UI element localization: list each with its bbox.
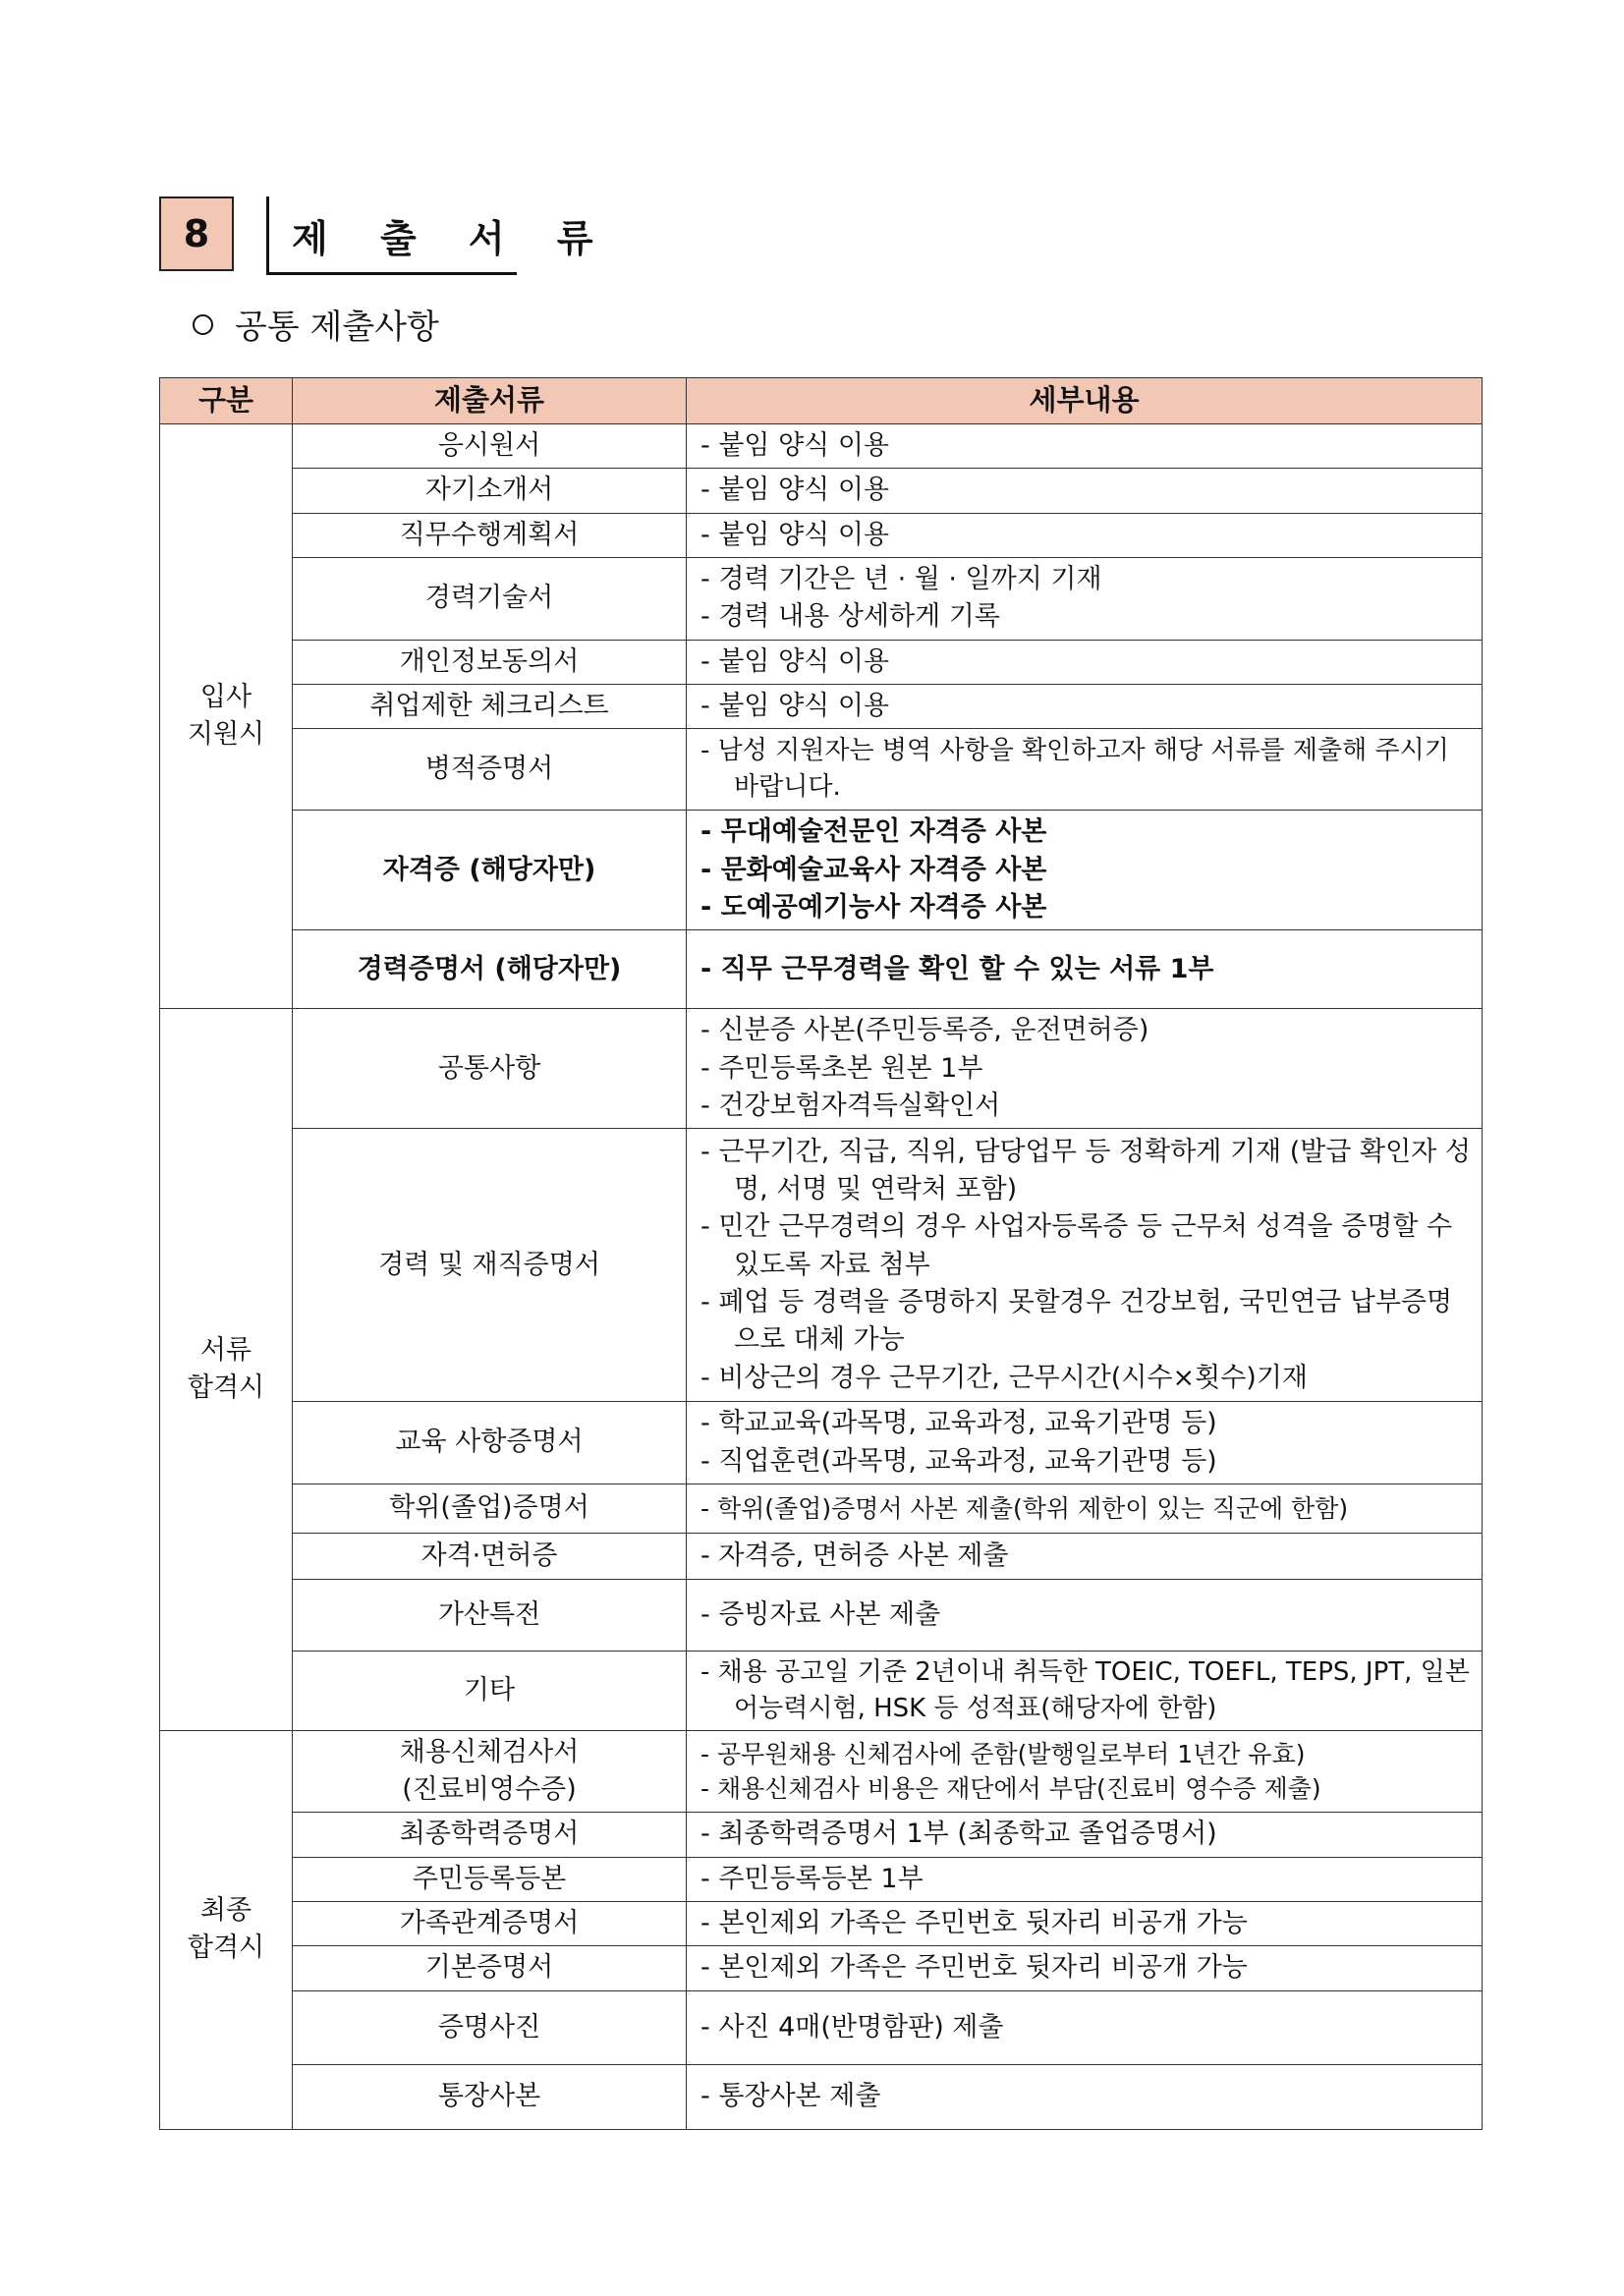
table-row: [160, 684, 1483, 728]
document-name: 주민등록등본: [293, 1857, 687, 1901]
document-name: 경력 및 재직증명서: [293, 1129, 687, 1402]
table-row: [160, 811, 1483, 930]
group-label: 입사 지원시: [160, 424, 293, 1009]
detail-cell: - 남성 지원자는 병역 사항을 확인하고자 해당 서류를 제출해 주시기 바랍니다.: [687, 729, 1483, 811]
detail-cell: - 채용 공고일 기준 2년이내 취득한 TOEIC, TOEFL, TEPS, JPT, 일본어능력시험, HSK 등 성적표(해당자에 한함): [687, 1651, 1483, 1730]
detail-cell: - 자격증, 면허증 사본 제출: [687, 1533, 1483, 1579]
detail-cell: - 주민등록등본 1부: [687, 1857, 1483, 1901]
document-name: 최종학력증명서: [293, 1813, 687, 1857]
document-name: 학위(졸업)증명서: [293, 1484, 687, 1533]
document-name: 직무수행계획서: [293, 513, 687, 557]
document-name: 취업제한 체크리스트: [293, 684, 687, 728]
detail-cell: - 증빙자료 사본 제출: [687, 1579, 1483, 1651]
document-name: 개인정보동의서: [293, 640, 687, 684]
document-name: 가산특전: [293, 1579, 687, 1651]
detail-cell: - 직무 근무경력을 확인 할 수 있는 서류 1부: [687, 930, 1483, 1009]
detail-cell: - 붙임 양식 이용: [687, 513, 1483, 557]
document-name: 자기소개서: [293, 469, 687, 513]
detail-cell: - 붙임 양식 이용: [687, 640, 1483, 684]
section-title: 제 출 서 류: [292, 217, 613, 260]
table-row: [160, 1813, 1483, 1857]
document-name: 경력증명서 (해당자만): [293, 930, 687, 1009]
table-row: [160, 1402, 1483, 1484]
table-row: [160, 513, 1483, 557]
header-category: 구분: [160, 378, 293, 424]
table-row: [160, 1946, 1483, 1990]
detail-cell: - 공무원채용 신체검사에 준함(발행일로부터 1년간 유효) - 채용신체검사 비용은 재단에서 부담(진료비 영수증 제출): [687, 1730, 1483, 1813]
detail-cell: - 최종학력증명서 1부 (최종학교 졸업증명서): [687, 1813, 1483, 1857]
detail-cell: - 본인제외 가족은 주민번호 뒷자리 비공개 가능: [687, 1946, 1483, 1990]
document-name: 자격증 (해당자만): [293, 811, 687, 930]
table-row: [160, 1730, 1483, 1813]
detail-cell: - 본인제외 가족은 주민번호 뒷자리 비공개 가능: [687, 1902, 1483, 1946]
detail-cell: - 사진 4매(반명함판) 제출: [687, 1990, 1483, 2064]
table-row: [160, 1009, 1483, 1129]
group-label: 서류 합격시: [160, 1009, 293, 1730]
document-name: 응시원서: [293, 424, 687, 469]
detail-cell: - 붙임 양식 이용: [687, 684, 1483, 728]
table-header-row: [160, 378, 1483, 424]
table-row: [160, 640, 1483, 684]
document-name: 통장사본: [293, 2064, 687, 2129]
detail-cell: - 통장사본 제출: [687, 2064, 1483, 2129]
document-name: 증명사진: [293, 1990, 687, 2064]
detail-cell: - 학교교육(과목명, 교육과정, 교육기관명 등) - 직업훈련(과목명, 교육과정, 교육기관명 등): [687, 1402, 1483, 1484]
section-title-bar: [266, 196, 269, 275]
detail-cell: - 붙임 양식 이용: [687, 424, 1483, 469]
document-name: 자격·면허증: [293, 1533, 687, 1579]
document-name: 병적증명서: [293, 729, 687, 811]
document-name: 공통사항: [293, 1009, 687, 1129]
detail-cell: - 붙임 양식 이용: [687, 469, 1483, 513]
table-row: [160, 1533, 1483, 1579]
circle-bullet-icon: [193, 314, 213, 335]
table-row: [160, 2064, 1483, 2129]
table-row: [160, 557, 1483, 640]
section-number: 8: [159, 196, 234, 271]
table-row: [160, 1902, 1483, 1946]
detail-cell: - 근무기간, 직급, 직위, 담당업무 등 정확하게 기재 (발급 확인자 성명, 서명 및 연락처 포함) - 민간 근무경력의 경우 사업자등록증 등 근무처 성격을 증명할 수 있도록 자료 첨부 - 폐업 등 경력을 증명하지 못할경우 건강보험, 국민연금 납부증명으로 대체 가능 - 비상근의 경우 근무기간, 근무시간(시수×횟수)기재: [687, 1129, 1483, 1402]
table-row: [160, 729, 1483, 811]
section-title-underline: [266, 272, 517, 275]
documents-table: [159, 377, 1483, 2130]
detail-cell: - 학위(졸업)증명서 사본 제출(학위 제한이 있는 직군에 한함): [687, 1484, 1483, 1533]
table-row: [160, 424, 1483, 469]
document-name: 경력기술서: [293, 557, 687, 640]
detail-cell: - 신분증 사본(주민등록증, 운전면허증) - 주민등록초본 원본 1부 - 건강보험자격득실확인서: [687, 1009, 1483, 1129]
group-label: 최종 합격시: [160, 1730, 293, 2129]
header-document: 제출서류: [293, 378, 687, 424]
document-name: 가족관계증명서: [293, 1902, 687, 1946]
table-row: [160, 1579, 1483, 1651]
subheading-text: 공통 제출사항: [235, 308, 439, 347]
header-details: 세부내용: [687, 378, 1483, 424]
detail-cell: - 무대예술전문인 자격증 사본 - 문화예술교육사 자격증 사본 - 도예공예기능사 자격증 사본: [687, 811, 1483, 930]
document-name: 기타: [293, 1651, 687, 1730]
table-row: [160, 930, 1483, 1009]
document-name: 교육 사항증명서: [293, 1402, 687, 1484]
table-row: [160, 1990, 1483, 2064]
table-row: [160, 1857, 1483, 1901]
detail-cell: - 경력 기간은 년 · 월 · 일까지 기재 - 경력 내용 상세하게 기록: [687, 557, 1483, 640]
table-row: [160, 469, 1483, 513]
table-row: [160, 1651, 1483, 1730]
table-row: [160, 1484, 1483, 1533]
document-name: 채용신체검사서 (진료비영수증): [293, 1730, 687, 1813]
subheading: [193, 300, 439, 348]
table-row: [160, 1129, 1483, 1402]
document-name: 기본증명서: [293, 1946, 687, 1990]
